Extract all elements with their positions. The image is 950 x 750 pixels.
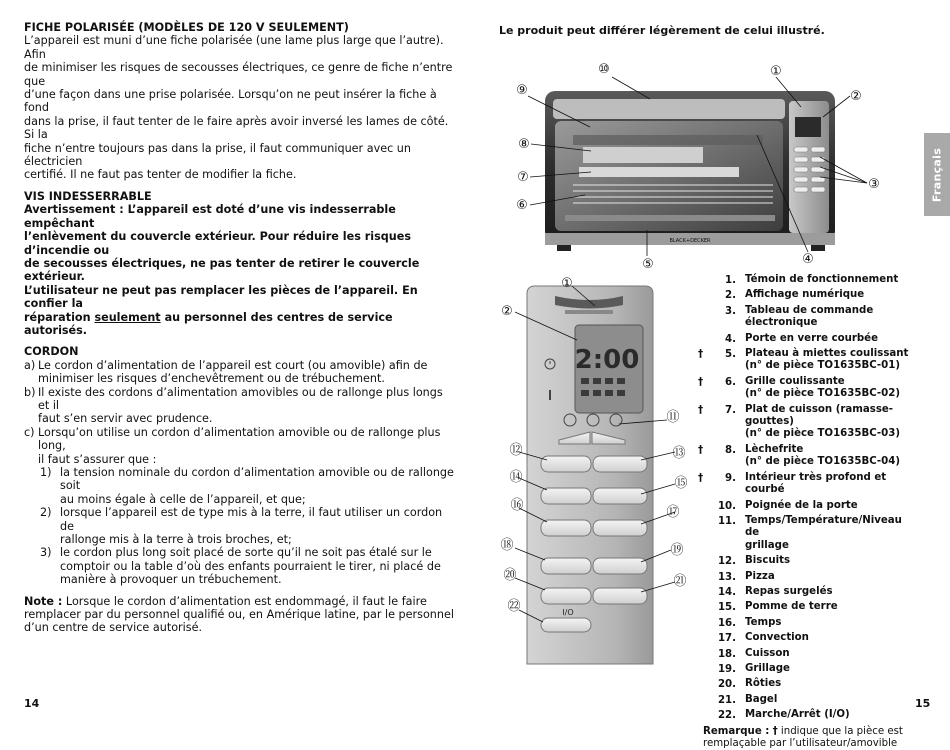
sub-list-item (24, 546, 457, 586)
section-title-polarized-plug: FICHE POLARISÉE (MODÈLES DE 120 V SEULEMENT) (24, 21, 349, 34)
toaster-oven-illustration (495, 55, 900, 275)
callout: ⑲ (670, 543, 684, 558)
list-marker: 1) (40, 466, 52, 479)
legend-text: Cuisson (745, 647, 790, 659)
callout: ② (850, 89, 862, 104)
text-line: certifié. Il ne faut pas tenter de modifier la fiche. (24, 168, 297, 182)
legend-text: Poignée de la porte (745, 499, 858, 511)
legend-number: 5. (725, 349, 736, 361)
figure-caption: Le produit peut différer légèrement de celui illustré. (499, 24, 825, 37)
text-line: comptoir ou la table d’où des enfants pourraient le tirer, ni placé de (60, 559, 441, 573)
legend-number: 2. (725, 290, 736, 302)
cookies-button (541, 456, 591, 472)
callout: ① (770, 64, 782, 79)
legend-item (698, 514, 918, 554)
dagger-mark (698, 514, 712, 554)
list-item (24, 386, 457, 426)
legend-item (698, 375, 918, 403)
callout: ⑪ (666, 410, 680, 425)
callout: ⑩ (598, 62, 610, 77)
text-line: dans la prise, il faut tenter de le faire après avoir inversé les lames de côté. Si la (24, 114, 449, 142)
text-line: le cordon plus long soit placé de sorte qu’il ne soit pas étalé sur le (60, 546, 432, 560)
control-panel-illustration (495, 272, 695, 672)
section-title-cord: CORDON (24, 345, 79, 359)
legend-item (698, 677, 918, 692)
callout: ⑨ (516, 83, 528, 98)
dagger-mark (698, 677, 712, 692)
text-line (24, 311, 457, 338)
brand-label: BLACK+DECKER (669, 238, 711, 244)
sub-list-item (24, 506, 457, 546)
legend-text: Biscuits (745, 555, 791, 567)
legend-number: 8. (725, 444, 736, 456)
legend-line: Grille coulissante (745, 375, 845, 387)
legend-text: Bagel (745, 693, 778, 705)
note-text: indique que la pièce est (777, 725, 903, 737)
dagger-mark (698, 332, 712, 347)
page-number: 14 (24, 697, 40, 710)
legend-number: 17. (717, 633, 736, 645)
dagger-mark (698, 273, 712, 288)
note-label: Note : (24, 594, 63, 608)
legend-item (698, 273, 918, 288)
legend-line: (n° de pièce TO1635BC-03) (745, 428, 900, 440)
text-line (24, 595, 457, 608)
text-line: rallonge mis à la terre à trois broches, et; (60, 533, 292, 547)
frozen-meals-button (541, 488, 591, 504)
sub-list-item (24, 466, 457, 506)
left-page (0, 0, 475, 734)
legend-line: (n° de pièce TO1635BC-02) (745, 388, 900, 400)
power-button (541, 618, 591, 632)
text-line: de minimiser les risques de secousses électriques, ce genre de fiche n’entre que (24, 61, 453, 88)
legend-number: 15. (717, 602, 736, 614)
callout: ⑱ (500, 538, 514, 553)
door-handle (553, 99, 785, 119)
legend-number: 18. (717, 648, 736, 660)
legend-text (745, 403, 918, 443)
legend-text: Intérieur très profond et courbé (745, 471, 887, 496)
legend-item (698, 662, 918, 677)
callout: ③ (868, 177, 880, 192)
legend-item (698, 443, 918, 471)
legend-number: 6. (725, 376, 736, 388)
callout: ② (501, 304, 513, 319)
callout: ⑭ (509, 470, 523, 485)
text-line: l’enlèvement du couvercle extérieur. Pour réduire les risques d’incendie ou (24, 230, 411, 257)
text-line: manière à provoquer un trébuchement. (60, 573, 282, 587)
list-item (24, 426, 457, 466)
legend-item (698, 570, 918, 585)
legend-line: (n° de pièce TO1635BC-01) (745, 360, 900, 372)
dagger-mark (698, 499, 712, 514)
text-line: remplacer par du personnel qualifié ou, en Amérique latine, par le personnel (24, 608, 454, 622)
callout: ⑰ (666, 505, 680, 520)
toast-button (541, 588, 591, 604)
list-marker: c) (24, 425, 35, 439)
list-marker: b) (24, 385, 36, 399)
dagger-mark: † (698, 444, 704, 456)
text-line: la tension nominale du cordon d’alimentation amovible ou de rallonge soit (60, 466, 454, 493)
text-line: L’utilisateur ne peut pas remplacer les pièces de l’appareil. En confier la (24, 283, 418, 311)
display-time: 2:00 (574, 345, 640, 375)
legend-number: 12. (717, 556, 736, 568)
legend-number: 7. (725, 404, 736, 416)
legend-number: 13. (717, 571, 736, 583)
legend-line: Plateau à miettes coulissant (745, 348, 909, 360)
legend-text: Porte en verre courbée (745, 332, 879, 344)
text-line: de secousses électriques, ne pas tenter de retirer le couvercle extérieur. (24, 256, 420, 284)
legend-text: Pizza (745, 570, 775, 582)
callout: ⑦ (517, 170, 529, 185)
dagger-mark (698, 662, 712, 677)
note-label: Remarque : (703, 725, 770, 737)
legend-text: Convection (745, 632, 809, 644)
tamper-screw-warning (24, 203, 457, 337)
dagger-mark: † (698, 376, 704, 388)
legend-line: Temps/Température/Niveau de (745, 514, 902, 539)
dagger-mark (698, 647, 712, 662)
list-marker: 3) (40, 546, 52, 560)
legend-number: 21. (717, 694, 736, 706)
dagger-mark (698, 631, 712, 646)
legend-text: Pomme de terre (745, 601, 838, 613)
legend-item (698, 499, 918, 514)
text-line: Avertissement : L’appareil est doté d’une vis indesserrable empêchant (24, 203, 396, 230)
callout: ④ (802, 252, 814, 267)
text-line: il faut s’assurer que : (38, 452, 157, 466)
legend-number: 4. (725, 333, 736, 345)
legend-text: Affichage numérique (745, 289, 865, 301)
legend-item (698, 288, 918, 303)
legend-item (698, 585, 918, 600)
dagger-mark (698, 554, 712, 569)
legend-item (698, 554, 918, 569)
text-line: L’appareil est muni d’une fiche polarisée (une lame plus large que l’autre). Afin (24, 34, 444, 61)
language-tab-label: Français (930, 147, 944, 202)
dagger-mark: † (698, 404, 704, 416)
dagger-mark: † (698, 349, 704, 361)
callout: ⑯ (510, 498, 524, 513)
list-marker: 2) (40, 506, 52, 520)
text-line: minimiser les risques d’enchevêtrement ou de trébuchement. (38, 372, 385, 386)
callout: ⑫ (509, 443, 523, 458)
legend-number: 1. (725, 275, 736, 286)
legend-text: Marche/Arrêt (I/O) (745, 709, 850, 721)
text-line: Il existe des cordons d’alimentation amovibles ou de rallonge plus longs et il (38, 385, 443, 412)
legend-item (698, 403, 918, 443)
bake-button (541, 558, 591, 574)
legend-item (698, 693, 918, 708)
legend-item (698, 616, 918, 631)
text-fragment: Lorsque le cordon d’alimentation est endommagé, il faut le faire (62, 594, 427, 608)
legend-number: 10. (717, 500, 736, 512)
legend-line: grillage (745, 539, 789, 551)
note-text: remplaçable par l’utilisateur/amovible (703, 738, 898, 749)
language-tab (924, 133, 950, 216)
crumb-tray (565, 215, 775, 221)
dagger-mark (698, 585, 712, 600)
legend-line: Lèchefrite (745, 443, 804, 455)
legend-number: 20. (717, 679, 736, 691)
text-line: d’un centre de service autorisé. (24, 621, 203, 635)
text-line: lorsque l’appareil est de type mis à la terre, il faut utiliser un cordon de (60, 506, 443, 533)
dagger-mark: † (698, 472, 704, 484)
digital-display (795, 117, 821, 137)
page-number: 15 (915, 697, 931, 710)
callout: ⑥ (516, 198, 528, 213)
dagger-mark (698, 616, 712, 631)
power-label: I/O (562, 608, 574, 617)
legend-text: Grillage (745, 662, 790, 674)
legend-text: Rôties (745, 678, 782, 690)
text-line: Lorsqu’on utilise un cordon d’alimentation amovible ou de rallonge plus long, (38, 425, 441, 453)
text-fragment: au personnel des centres de service autorisés. (24, 310, 393, 337)
callout: ① (561, 276, 573, 291)
legend-item (698, 600, 918, 615)
legend-text (745, 514, 918, 554)
legend-number: 16. (717, 617, 736, 629)
legend-item (698, 708, 918, 723)
legend-text: Témoin de fonctionnement (745, 274, 899, 285)
section-title-tamper-screw: VIS INDESSERRABLE (24, 189, 152, 203)
callout: ㉒ (507, 599, 521, 614)
callout: ㉑ (673, 574, 687, 589)
legend-line: (n° de pièce TO1635BC-04) (745, 456, 900, 468)
legend-number: 9. (725, 472, 736, 484)
convection-button (593, 520, 647, 536)
legend-text: Repas surgelés (745, 585, 833, 597)
legend-number: 11. (717, 515, 736, 527)
parts-legend (698, 273, 918, 750)
dagger-mark (698, 600, 712, 615)
list-marker: a) (24, 358, 36, 372)
dagger-mark (698, 304, 712, 332)
legend-item (698, 332, 918, 347)
time-button (541, 520, 591, 536)
legend-text: Temps (745, 616, 782, 628)
legend-text (745, 375, 918, 403)
left-column (24, 21, 457, 635)
text-line: Le cordon d’alimentation de l’appareil est court (ou amovible) afin de (38, 358, 428, 372)
text-fragment: réparation (24, 310, 95, 324)
bagel-button (593, 588, 647, 604)
list-item (24, 359, 457, 386)
text-line: d’une façon dans une prise polarisée. Lorsqu’on ne peut insérer la fiche à fond (24, 88, 437, 115)
dagger-mark (698, 570, 712, 585)
callout: ⑧ (518, 137, 530, 152)
legend-text: Tableau de commande électronique (745, 304, 874, 329)
callout: ⑮ (674, 476, 688, 491)
legend-item (698, 304, 918, 332)
text-line: faut s’en servir avec prudence. (38, 412, 213, 426)
callout: ⑬ (672, 446, 686, 461)
legend-number: 3. (725, 305, 736, 317)
legend-item (698, 347, 918, 375)
dagger-mark (698, 288, 712, 303)
legend-note (698, 726, 918, 750)
legend-text (745, 443, 918, 471)
legend-item (698, 631, 918, 646)
legend-number: 22. (717, 710, 736, 722)
broil-button (593, 558, 647, 574)
dagger-mark (698, 708, 712, 723)
legend-number: 14. (717, 586, 736, 598)
potato-button (593, 488, 647, 504)
legend-item (698, 471, 918, 499)
callout: ⑳ (503, 568, 517, 583)
legend-text (745, 347, 918, 375)
text-line: au moins égale à celle de l’appareil, et que; (60, 492, 306, 506)
underlined-word: seulement (94, 310, 161, 324)
callout: ⑤ (642, 257, 654, 272)
dagger-mark: † (772, 725, 778, 737)
baking-pan (579, 167, 739, 177)
legend-number: 19. (717, 663, 736, 675)
dagger-mark (698, 693, 712, 708)
note-paragraph (24, 595, 457, 635)
broil-pan (583, 147, 703, 163)
text-line: fiche n’entre toujours pas dans la prise, il faut communiquer avec un électricien (24, 141, 411, 169)
polarized-plug-text (24, 34, 457, 181)
pizza-button (593, 456, 647, 472)
legend-line: Plat de cuisson (ramasse-gouttes) (745, 403, 894, 428)
legend-item (698, 647, 918, 662)
